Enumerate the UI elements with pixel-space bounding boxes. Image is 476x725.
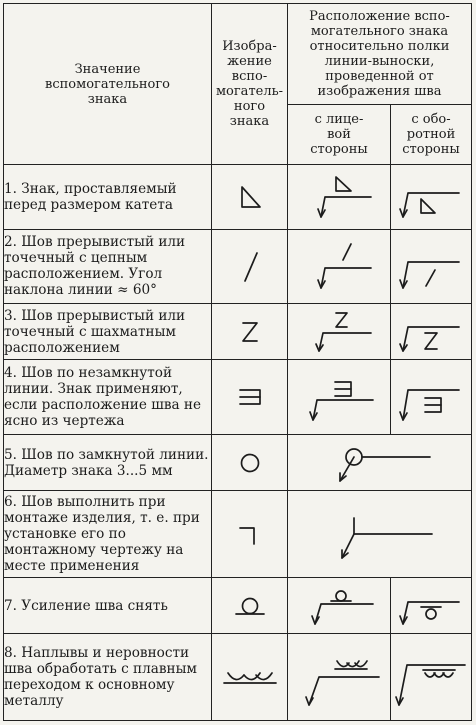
back-side-cell — [391, 165, 472, 229]
front-side-cell — [288, 165, 391, 229]
header-image-line: могатель- — [215, 84, 284, 100]
header-position-line: могательного знака — [310, 23, 449, 39]
header-back-line: с обо- — [411, 111, 451, 127]
front-side-cell — [288, 304, 391, 360]
front-side-cell — [288, 360, 391, 435]
row-meaning: 8. Наплывы и неровности шва обработать с плавным переходом к основному металлу — [4, 634, 212, 721]
closed-contour-weld-icon — [290, 437, 470, 489]
circle-on-line-icon — [230, 589, 270, 623]
open-bracket-icon — [230, 382, 270, 412]
header-row — [4, 4, 472, 105]
row-meaning: 3. Шов прерывистый или точечный с шахматным расположением — [4, 304, 212, 360]
header-front-line: стороны — [310, 141, 368, 157]
z-icon — [230, 315, 270, 349]
header-meaning — [4, 4, 212, 165]
back-surface-treatment-icon — [393, 639, 469, 715]
combined-side-cell — [288, 434, 472, 490]
back-side-cell — [391, 229, 472, 304]
front-z-icon — [291, 307, 387, 357]
table-row — [4, 434, 472, 490]
table-row — [4, 165, 472, 229]
front-side-cell — [288, 229, 391, 304]
table-row — [4, 491, 472, 578]
row-sign-cell — [212, 491, 288, 578]
front-triangle-icon — [291, 169, 387, 225]
header-front-line: с лице- — [314, 111, 364, 127]
front-surface-treatment-icon — [291, 639, 387, 715]
mounting-weld-icon — [290, 496, 470, 572]
row-sign-cell — [212, 434, 288, 490]
header-meaning-line: вспомогательного — [45, 76, 170, 92]
header-position-line: проведенной от — [325, 68, 434, 84]
back-triangle-icon — [393, 169, 469, 225]
back-slash-icon — [393, 234, 469, 298]
row-sign-cell — [212, 229, 288, 304]
back-side-cell — [391, 634, 472, 721]
header-back-line: стороны — [402, 141, 460, 157]
header-meaning-line: знака — [87, 91, 128, 107]
header-position — [288, 4, 472, 105]
header-front-line: вой — [327, 126, 351, 142]
header-position-line: изображения шва — [317, 83, 442, 99]
row-sign-cell — [212, 634, 288, 721]
row-sign-cell — [212, 577, 288, 633]
row-meaning: 6. Шов выполнить при монтаже изделия, т. е. при установке его по монтажному чертежу на месте применения — [4, 491, 212, 578]
front-slash-icon — [291, 234, 387, 298]
back-side-cell — [391, 360, 472, 435]
weld-symbol-table — [3, 3, 472, 721]
row-meaning: 2. Шов прерывистый или точечный с цепным расположением. Угол наклона линии ≈ 60° — [4, 229, 212, 304]
back-reinforcement-removal-icon — [393, 580, 469, 632]
row-meaning: 1. Знак, проставляемый перед размером катета — [4, 165, 212, 229]
table-row — [4, 360, 472, 435]
header-image-line: вспо- — [231, 69, 268, 85]
header-position-line: линии-выноски, — [324, 53, 435, 69]
slash-icon — [230, 243, 270, 289]
front-reinforcement-removal-icon — [291, 580, 387, 632]
header-image-line: знака — [229, 114, 270, 130]
row-sign-cell — [212, 304, 288, 360]
table-row — [4, 634, 472, 721]
header-back-line: ротной — [406, 126, 456, 142]
header-back-side — [391, 104, 472, 164]
table-row — [4, 304, 472, 360]
table-row — [4, 229, 472, 304]
back-open-bracket-icon — [393, 366, 469, 428]
header-image-line: ного — [233, 99, 266, 115]
back-side-cell — [391, 577, 472, 633]
back-side-cell — [391, 304, 472, 360]
row-sign-cell — [212, 165, 288, 229]
circle-icon — [230, 446, 270, 480]
back-z-icon — [393, 307, 469, 357]
header-image-line: жение — [227, 54, 272, 70]
triangle-icon — [230, 179, 270, 215]
flag-corner-icon — [230, 512, 270, 556]
front-side-cell — [288, 634, 391, 721]
combined-side-cell — [288, 491, 472, 578]
header-image-line: Изобра- — [222, 39, 277, 55]
row-meaning: 4. Шов по незамкнутой линии. Знак применяют, если расположение шва не ясно из чертежа — [4, 360, 212, 435]
row-sign-cell — [212, 360, 288, 435]
table-row — [4, 577, 472, 633]
header-front-side — [288, 104, 391, 164]
header-position-line: относительно полки — [309, 38, 450, 54]
header-position-line: Расположение вспо- — [309, 8, 450, 24]
front-side-cell — [288, 577, 391, 633]
front-open-bracket-icon — [291, 366, 387, 428]
header-meaning-line: Значение — [74, 61, 141, 77]
header-image — [212, 4, 288, 165]
row-meaning: 7. Усиление шва снять — [4, 577, 212, 633]
row-meaning: 5. Шов по замкнутой линии. Диаметр знака 3...5 мм — [4, 434, 212, 490]
arcs-icon — [222, 657, 278, 697]
